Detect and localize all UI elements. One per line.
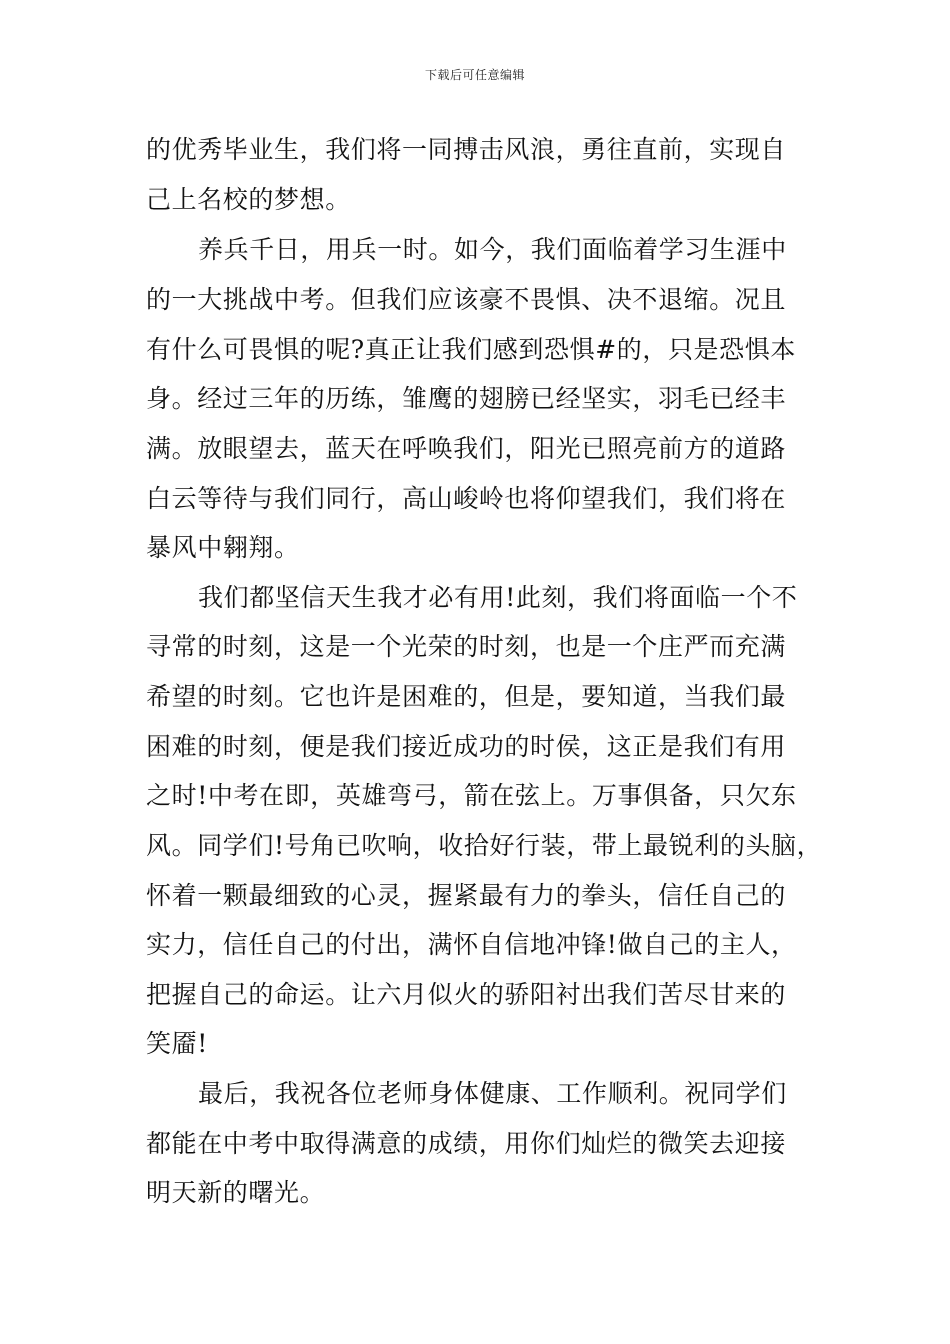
text-line: 之时!中考在即，英雄弯弓，箭在弦上。万事俱备，只欠东	[146, 781, 797, 810]
text-line: 暴风中翱翔。	[146, 533, 300, 562]
text-line: 我们都坚信天生我才必有用!此刻，我们将面临一个不	[198, 583, 798, 612]
text-line: 寻常的时刻，这是一个光荣的时刻，也是一个庄严而充满	[146, 632, 787, 661]
text-line: 怀着一颗最细致的心灵，握紧最有力的拳头，信任自己的	[146, 881, 787, 910]
text-line: 有什么可畏惧的呢?真正让我们感到恐惧#的，只是恐惧本	[146, 335, 796, 364]
text-line: 的一大挑战中考。但我们应该豪不畏惧、决不退缩。况且	[146, 285, 787, 314]
text-line: 己上名校的梦想。	[146, 185, 351, 214]
text-line: 满。放眼望去，蓝天在呼唤我们，阳光已照亮前方的道路	[146, 434, 787, 463]
text-line: 希望的时刻。它也许是困难的，但是，要知道，当我们最	[146, 682, 787, 711]
text-line: 实力，信任自己的付出，满怀自信地冲锋!做自己的主人，	[146, 930, 797, 959]
text-line: 明天新的曙光。	[146, 1178, 326, 1207]
page-header: 下载后可任意编辑	[424, 68, 525, 82]
text-line: 养兵千日，用兵一时。如今，我们面临着学习生涯中	[198, 235, 787, 264]
text-line: 笑靥!	[146, 1029, 208, 1058]
text-line: 风。同学们!号角已吹响，收拾好行装，带上最锐利的头脑，	[146, 831, 823, 860]
text-line: 最后，我祝各位老师身体健康、工作顺利。祝同学们	[198, 1079, 787, 1108]
text-line: 都能在中考中取得满意的成绩，用你们灿烂的微笑去迎接	[146, 1129, 787, 1158]
text-line: 把握自己的命运。让六月似火的骄阳衬出我们苦尽甘来的	[146, 980, 787, 1009]
text-line: 困难的时刻，便是我们接近成功的时侯，这正是我们有用	[146, 732, 787, 761]
text-line: 白云等待与我们同行，高山峻岭也将仰望我们，我们将在	[146, 484, 787, 513]
text-line: 的优秀毕业生，我们将一同搏击风浪，勇往直前，实现自	[146, 135, 787, 164]
text-line: 身。经过三年的历练，雏鹰的翅膀已经坚实，羽毛已经丰	[146, 384, 787, 413]
